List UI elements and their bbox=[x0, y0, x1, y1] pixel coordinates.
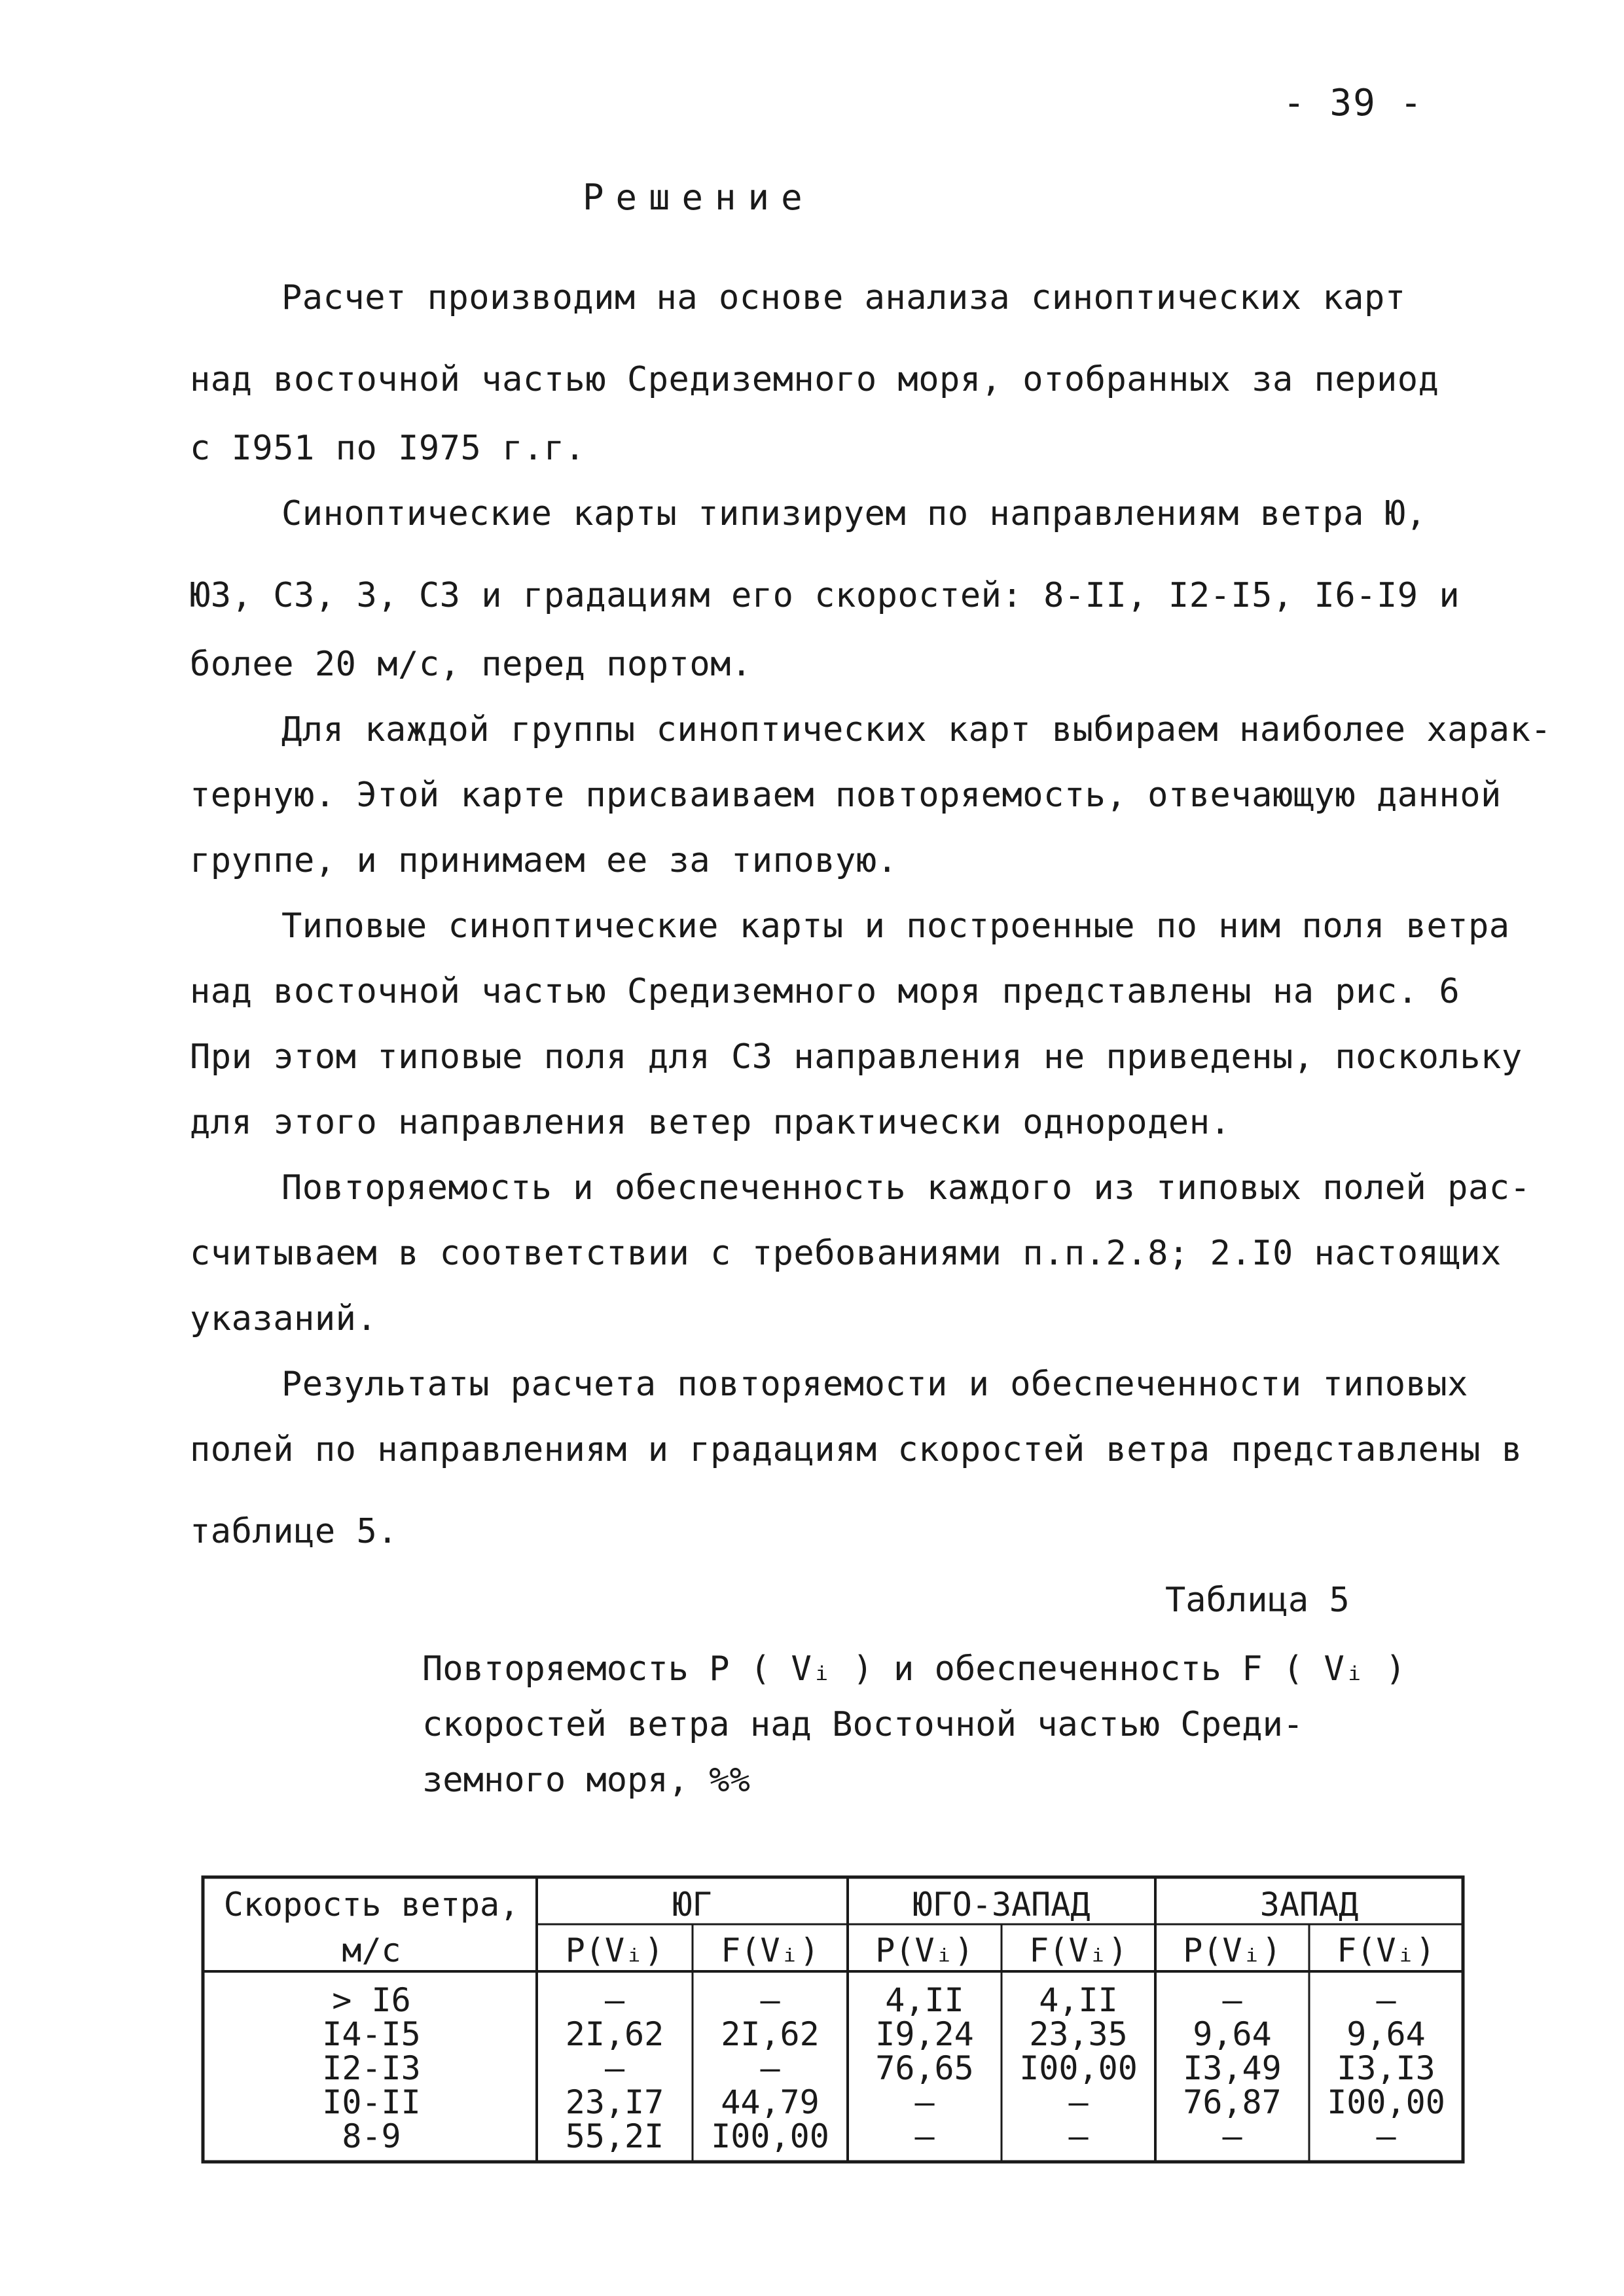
paragraph-line: Типовые синоптические карты и построенные по ним поля ветра bbox=[281, 906, 1510, 946]
paragraph-line: Повторяемость и обеспеченность каждого из типовых полей рас- bbox=[281, 1168, 1531, 1208]
paragraph-line: группе, и принимаем ее за типовую. bbox=[190, 841, 898, 880]
paragraph-line: считываем в соответствии с требованиями п.п.2.8; 2.I0 настоящих bbox=[190, 1234, 1502, 1273]
paragraph-line: полей по направлениям и градациям скоростей ветра представлены в bbox=[190, 1430, 1523, 1469]
table-title-line: скоростей ветра над Восточной частью Среди- bbox=[422, 1705, 1304, 1744]
paragraph-line: с I951 по I975 г.г. bbox=[190, 429, 586, 468]
paragraph-line: При этом типовые поля для СЗ направления не приведены, поскольку bbox=[190, 1037, 1523, 1077]
table-caption: Таблица 5 bbox=[1165, 1581, 1350, 1620]
paragraph-line: Расчет производим на основе анализа синоптических карт bbox=[281, 278, 1406, 317]
group-header-west: ЗАПАД bbox=[1259, 1886, 1359, 1924]
sub-header-f: F(Vᵢ) bbox=[1337, 1931, 1435, 1969]
group-header-south: ЮГ bbox=[672, 1886, 712, 1924]
paragraph-line: над восточной частью Средиземного моря, отобранных за период bbox=[190, 360, 1439, 399]
paragraph-line: терную. Этой карте присваиваем повторяемость, отвечающую данной bbox=[190, 776, 1502, 815]
row-header-speed: Скорость ветра, bbox=[223, 1886, 520, 1924]
group-header-southwest: ЮГО-ЗАПАД bbox=[912, 1886, 1091, 1924]
table-title-line: земного моря, %% bbox=[422, 1761, 750, 1800]
paragraph-line: Для каждой группы синоптических карт выбираем наиболее харак- bbox=[281, 710, 1552, 749]
page-number: - 39 - bbox=[1283, 82, 1424, 124]
south-f-column: – 2I,62 – 44,79 I00,00 bbox=[711, 1981, 829, 2155]
southwest-p-column: 4,II I9,24 76,65 – – bbox=[875, 1981, 974, 2155]
south-p-column: – 2I,62 – 23,I7 55,2I bbox=[565, 1981, 664, 2155]
sub-header-p: P(Vᵢ) bbox=[1183, 1931, 1282, 1969]
southwest-f-column: 4,II 23,35 I00,00 – – bbox=[1019, 1981, 1138, 2155]
sub-header-p: P(Vᵢ) bbox=[565, 1931, 664, 1969]
table-title-line: Повторяемость P ( Vᵢ ) и обеспеченность F ( Vᵢ ) bbox=[422, 1649, 1406, 1689]
paragraph-line: для этого направления ветер практически однороден. bbox=[190, 1103, 1231, 1142]
paragraph-line: над восточной частью Средиземного моря представлены на рис. 6 bbox=[190, 972, 1460, 1011]
west-f-column: – 9,64 I3,I3 I00,00 – bbox=[1327, 1981, 1445, 2155]
paragraph-line: таблице 5. bbox=[190, 1512, 399, 1551]
paragraph-line: Синоптические карты типизируем по направлениям ветра Ю, bbox=[281, 494, 1427, 533]
speed-column: > I6 I4-I5 I2-I3 I0-II 8-9 bbox=[322, 1981, 421, 2155]
paragraph-line: указаний. bbox=[190, 1299, 378, 1338]
section-heading: Решение bbox=[583, 177, 814, 218]
paragraph-line: ЮЗ, СЗ, З, СЗ и градациям его скоростей: 8-II, I2-I5, I6-I9 и bbox=[190, 576, 1460, 615]
paragraph-line: Результаты расчета повторяемости и обеспеченности типовых bbox=[281, 1365, 1468, 1404]
sub-header-p: P(Vᵢ) bbox=[875, 1931, 974, 1969]
paragraph-line: более 20 м/с, перед портом. bbox=[190, 645, 752, 684]
sub-header-f: F(Vᵢ) bbox=[721, 1931, 820, 1969]
west-p-column: – 9,64 I3,49 76,87 – bbox=[1183, 1981, 1282, 2155]
sub-header-f: F(Vᵢ) bbox=[1029, 1931, 1128, 1969]
row-header-unit: м/с bbox=[342, 1931, 401, 1969]
